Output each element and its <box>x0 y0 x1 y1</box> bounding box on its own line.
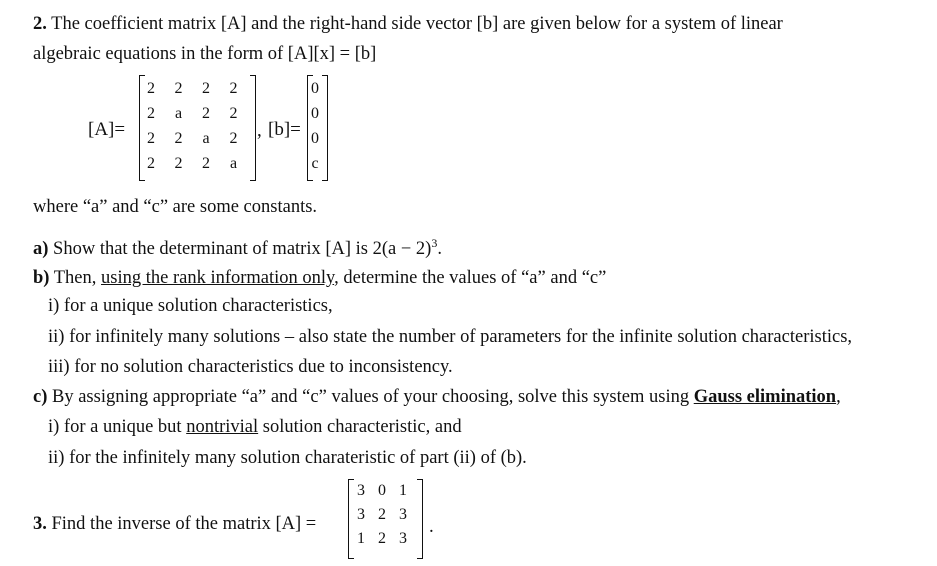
part-c-item1-post: solution characteristic, and <box>262 417 462 437</box>
q3-end: . <box>429 516 434 537</box>
q3-matrix-right-bracket <box>417 479 423 559</box>
part-c-method: Gauss elimination <box>693 387 837 407</box>
part-a-text: Show that the determinant of matrix [A] is <box>53 239 368 260</box>
part-c <box>33 386 841 408</box>
vector-b-cell-2: 0 <box>311 130 319 147</box>
q3-matrix-cell-1-1: 2 <box>378 506 386 523</box>
q3-matrix-cell-1-2: 3 <box>399 506 407 523</box>
matrix-a-cell-1-2: 2 <box>202 105 210 122</box>
q3-matrix-cell-2-0: 1 <box>357 530 365 547</box>
q3-number: 3. <box>33 514 47 534</box>
matrix-a-cell-2-3: 2 <box>229 130 238 147</box>
matrix-a-right-bracket <box>250 75 256 181</box>
part-c-post: , <box>836 387 841 407</box>
q2-intro-line2: algebraic equations in the form of [A][x] = [b] <box>33 44 377 64</box>
matrix-a-cell-3-2: 2 <box>202 155 210 172</box>
matrix-a-cell-1-0: 2 <box>147 105 155 122</box>
part-b-item-3: iii) for no solution characteristics due to inconsistency. <box>48 357 453 377</box>
q3-matrix-cell-2-2: 3 <box>399 530 407 547</box>
matrix-a-cell-0-3: 2 <box>229 80 238 97</box>
q3-matrix-cell-2-1: 2 <box>378 530 386 547</box>
part-c-item1-pre: i) for a unique but <box>48 417 182 437</box>
part-b-pre: Then, <box>53 268 97 288</box>
q3-matrix-cell-0-1: 0 <box>378 482 386 499</box>
part-c-item-2: ii) for the infinitely many solution charateristic of part (ii) of (b). <box>48 448 527 468</box>
vector-b-cell-0: 0 <box>311 80 319 97</box>
part-b-item-1: i) for a unique solution characteristics, <box>48 296 333 316</box>
part-a-end: . <box>437 239 442 260</box>
q3-matrix-cell-1-0: 3 <box>357 506 365 523</box>
vector-b-cell-1: 0 <box>311 105 319 122</box>
matrix-a-cell-0-1: 2 <box>174 80 183 97</box>
matrix-a-cell-1-3: 2 <box>229 105 238 122</box>
matrix-separator: , <box>257 120 262 141</box>
matrix-a-label: [A]= <box>88 119 126 140</box>
part-b-label: b) <box>33 268 50 288</box>
part-b-post: , determine the values of “a” and “c” <box>334 268 607 288</box>
q3-matrix-cell-0-2: 1 <box>399 482 407 499</box>
matrix-a-cell-2-0: 2 <box>147 130 155 147</box>
matrix-a-cell-0-2: 2 <box>202 80 210 97</box>
q3-matrix-cell-0-0: 3 <box>357 482 365 499</box>
matrix-a-cell-1-1: a <box>174 105 183 122</box>
part-b-item-2: ii) for infinitely many solutions – also state the number of parameters for the infinite solution characteristics, <box>48 327 853 347</box>
part-a <box>33 232 442 260</box>
part-a-label: a) <box>33 239 49 260</box>
part-b-underlined: using the rank information only <box>101 268 335 288</box>
matrix-a-cell-2-1: 2 <box>174 130 183 147</box>
q2-intro-text: The coefficient matrix [A] and the right-hand side vector [b] are given below for a system of linear <box>51 14 783 34</box>
part-a-exponent: 3 <box>431 236 438 250</box>
part-c-label: c) <box>33 387 48 407</box>
matrix-a-cell-3-3: a <box>229 155 238 172</box>
vector-b-cell-3: c <box>311 155 319 172</box>
where-text: where “a” and “c” are some constants. <box>33 197 318 217</box>
matrix-a-cell-3-1: 2 <box>174 155 183 172</box>
part-c-item1-ul: nontrivial <box>186 417 259 437</box>
q3-text: Find the inverse of the matrix [A] = <box>51 514 317 534</box>
part-c-pre: By assigning appropriate “a” and “c” values of your choosing, solve this system using <box>52 387 690 407</box>
q3-line <box>33 513 316 535</box>
part-b <box>33 267 606 289</box>
matrix-a-cell-2-2: a <box>202 130 210 147</box>
q2-number: 2. <box>33 14 47 34</box>
vector-b-label: [b]= <box>268 119 301 140</box>
part-a-expr: 2(a − 2) <box>372 239 432 260</box>
matrix-a-cell-0-0: 2 <box>147 80 155 97</box>
matrix-a-cell-3-0: 2 <box>147 155 155 172</box>
part-c-item-1 <box>48 416 462 438</box>
q2-intro-line1 <box>33 13 783 35</box>
